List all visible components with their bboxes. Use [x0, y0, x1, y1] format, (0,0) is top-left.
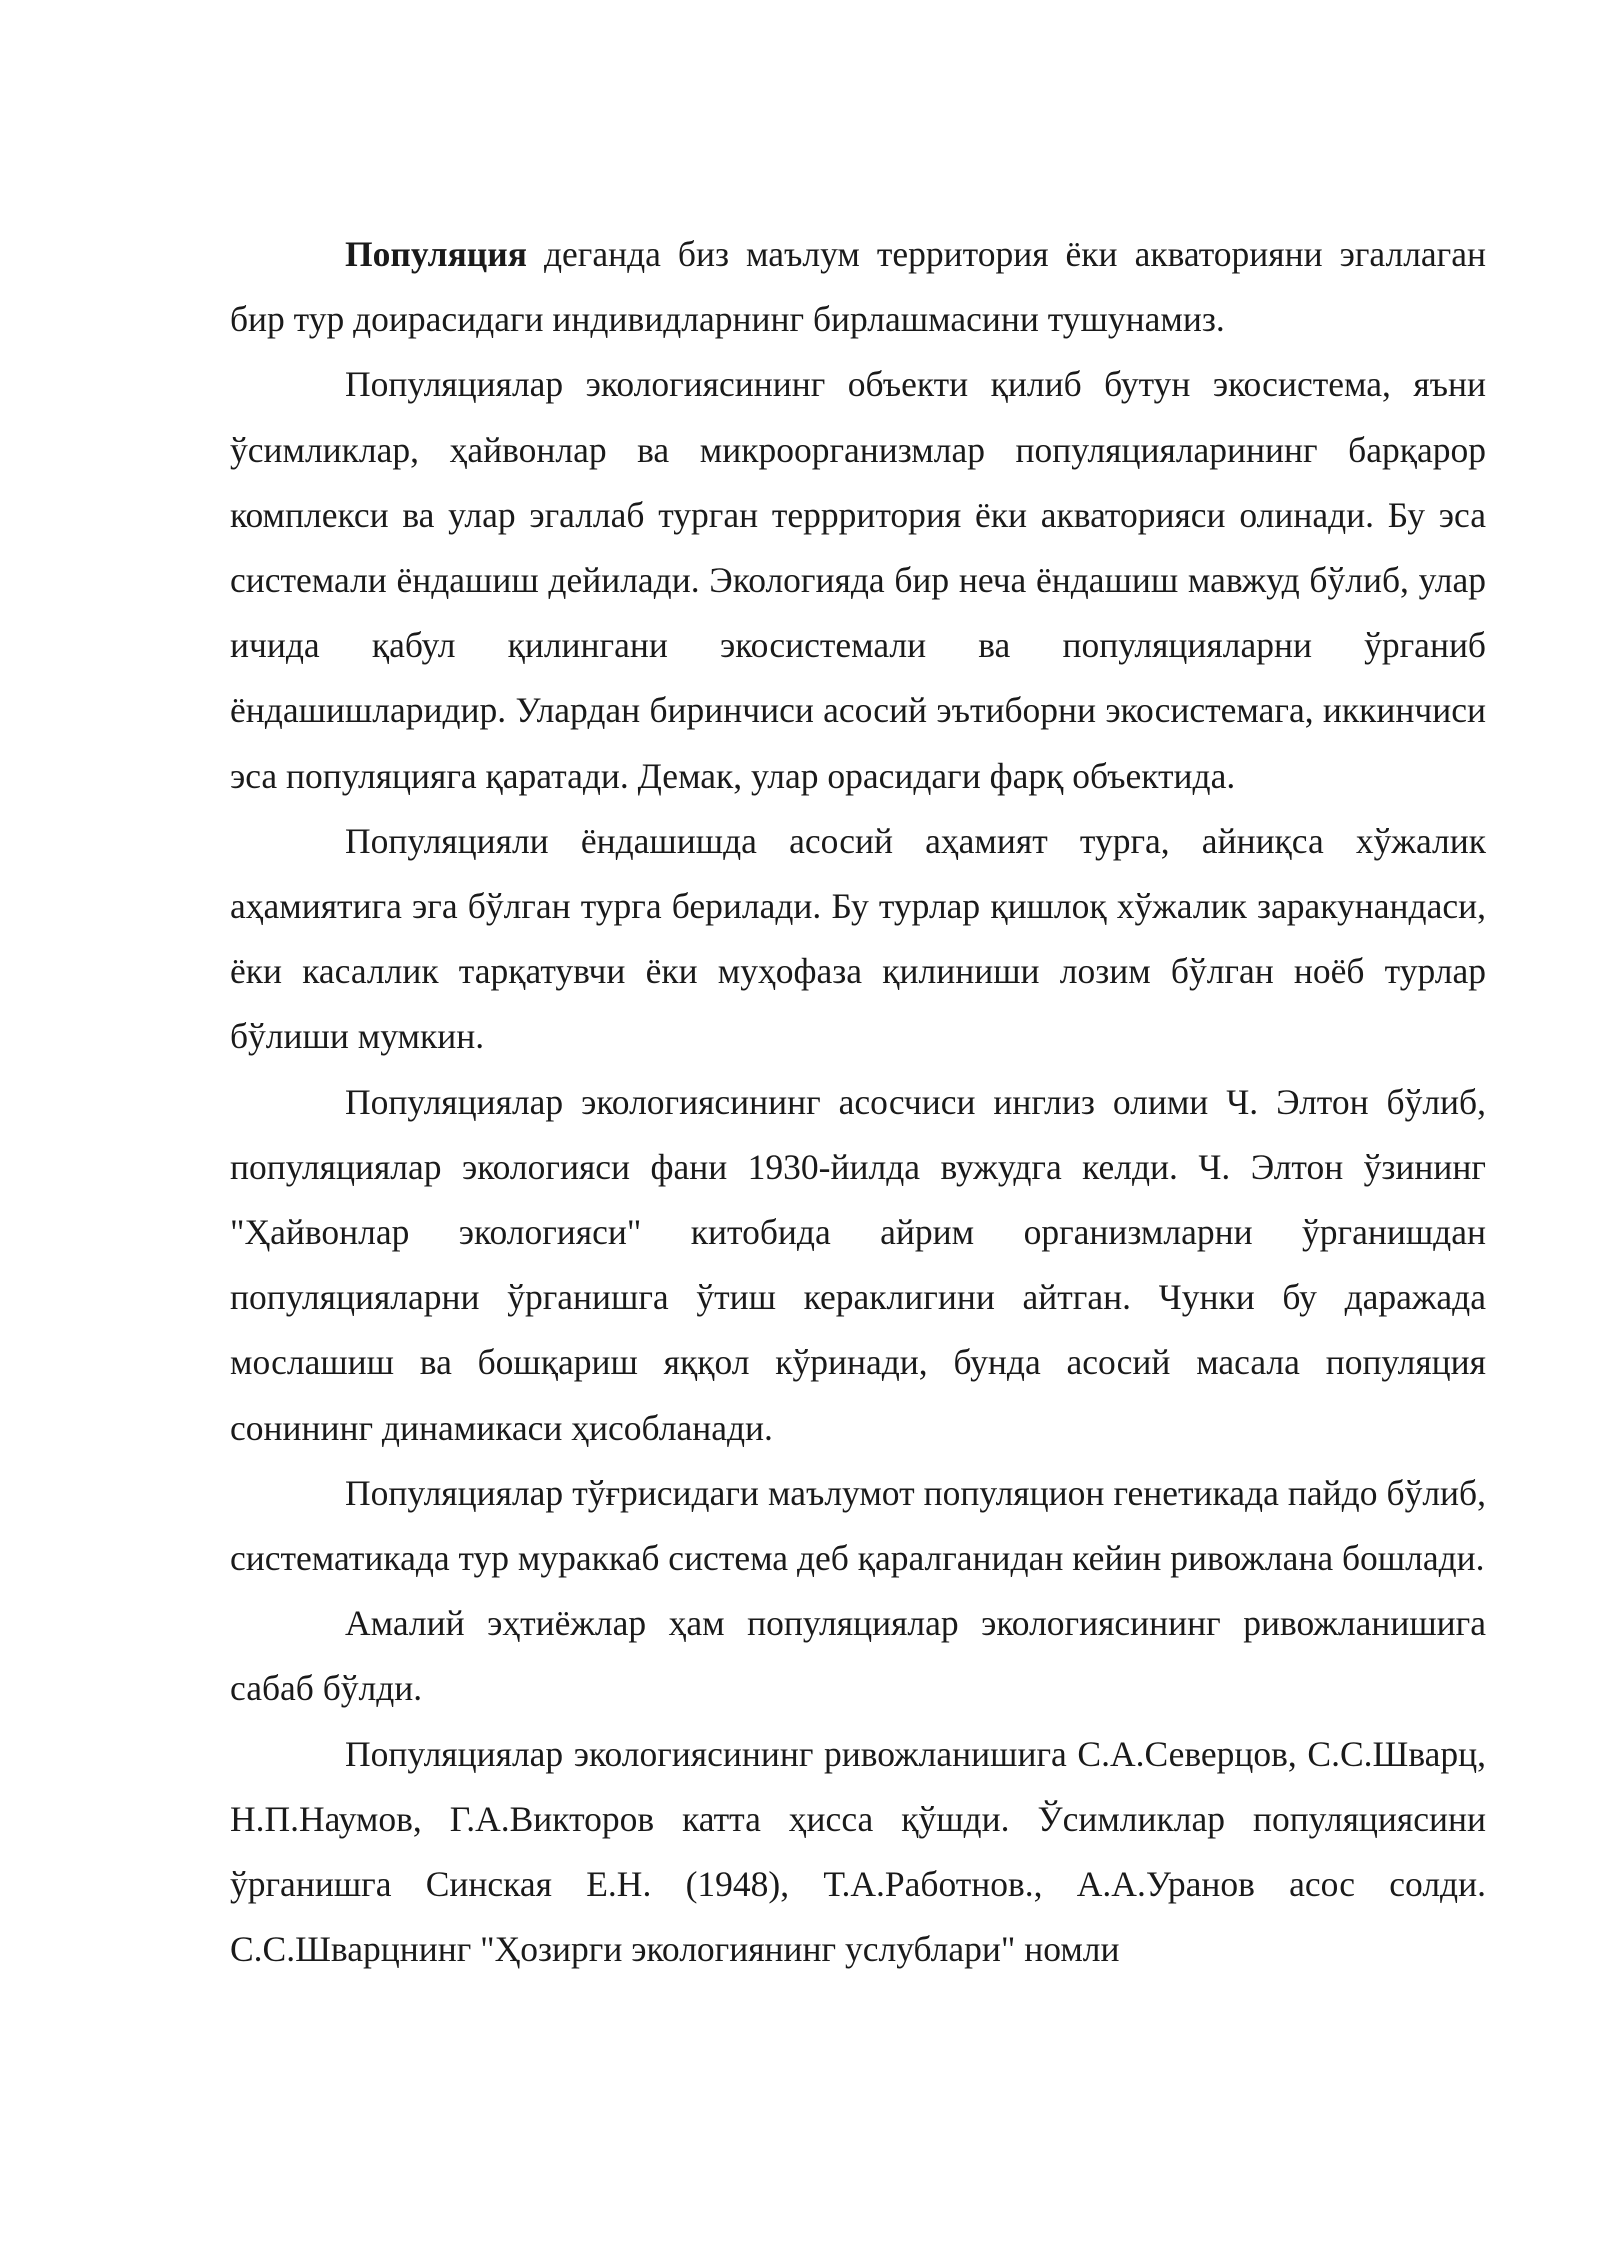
paragraph-text: деганда биз маълум территория ёки акваторияни эгаллаган бир тур доирасидаги индивидларнинг бирлашмасини тушунамиз.: [230, 234, 1486, 340]
paragraph-contributors: Популяциялар экологиясининг ривожланишига С.А.Северцов, С.С.Шварц, Н.П.Наумов, Г.А.Викторов катта ҳисса қўшди. Ўсимликлар популяциясини ўрганишга Синская Е.Н. (1948), Т.А.Работнов., А.А.Уранов асос солди. С.С.Шварцнинг "Ҳозирги экологиянинг услублари" номли: [230, 1733, 1486, 1970]
paragraph-population-definition: [230, 222, 1486, 352]
term-population: Популяция: [345, 234, 527, 274]
paragraph-elton-history: Популяциялар экологиясининг асосчиси инглиз олими Ч. Элтон бўлиб, популяциялар экологияси фани 1930-йилда вужудга келди. Ч. Элтон ўзининг "Ҳайвонлар экологияси" китобида айрим организмларни ўрганишдан популяцияларни ўрганишга ўтиш кераклигини айтган. Чунки бу даражада мослашиш ва бошқариш яққол кўринади, бунда асосий масала популяция сонининг динамикаси ҳисобланади.: [230, 1081, 1486, 1448]
document-page: [230, 222, 1486, 1982]
paragraph-population-approach: Популяцияли ёндашишда асосий аҳамият турга, айниқса хўжалик аҳамиятига эга бўлган турга берилади. Бу турлар қишлоқ хўжалик заракунандаси, ёки касаллик тарқатувчи ёки муҳофаза қилиниши лозим бўлган ноёб турлар бўлиши мумкин.: [230, 820, 1486, 1057]
paragraph-practical-needs: Амалий эҳтиёжлар ҳам популяциялар экологиясининг ривожланишига сабаб бўлди.: [230, 1603, 1486, 1709]
paragraph-systems-approach: Популяциялар экологиясининг объекти қилиб бутун экосистема, яъни ўсимликлар, ҳайвонлар ва микроорганизмлар популяцияларининг барқарор комплекси ва улар эгаллаб турган террритория ёки акваторияси олинади. Бу эса системали ёндашиш дейилади. Экологияда бир неча ёндашиш мавжуд бўлиб, улар ичида қабул қилингани экосистемали ва популяцияларни ўрганиб ёндашишларидир. Улардан биринчиси асосий эътиборни экосистемага, иккинчиси эса популяцияга қаратади. Демак, улар орасидаги фарқ объектида.: [230, 364, 1486, 796]
paragraph-population-genetics: Популяциялар тўғрисидаги маълумот популяцион генетикада пайдо бўлиб, систематикада тур мураккаб система деб қаралганидан кейин ривожлана бошлади.: [230, 1472, 1486, 1579]
